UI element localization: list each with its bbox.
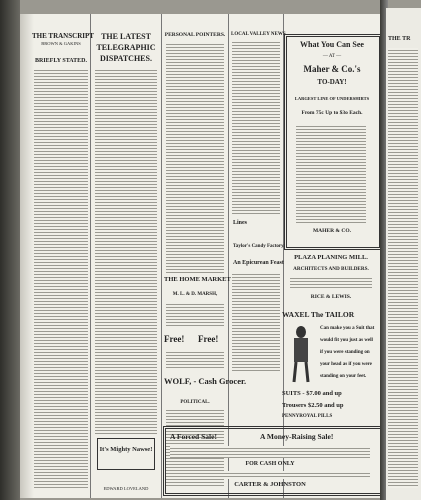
maher-at: — AT — <box>322 54 342 59</box>
column-2 <box>91 14 162 498</box>
figure-illustration <box>286 324 316 384</box>
maher-headline: What You Can See <box>300 40 364 49</box>
dispatch-title-1: THE LATEST <box>101 32 151 41</box>
waxel-line-3: if you were standing on <box>320 350 370 355</box>
body-text <box>95 68 157 436</box>
newspaper-page <box>20 14 382 498</box>
page-edge-shadow <box>0 0 20 500</box>
home-market-owner: M. L. & D. MARSH, <box>172 292 218 297</box>
personal-heading: PERSONAL POINTERS. <box>164 32 226 38</box>
mighty-headline: It's Mighty Nawse! <box>99 446 153 453</box>
waxel-headline: WAXEL The TAILOR <box>282 310 355 319</box>
home-market-title: THE HOME MARKET <box>164 276 231 283</box>
wolf-grocer: WOLF, - Cash Grocer. <box>164 376 247 386</box>
money-raising-sale: A Money-Raising Sale! <box>260 432 334 441</box>
waxel-trousers: Trousers $2.50 and up <box>282 402 344 409</box>
masthead-publisher: BROWN & GAKINS <box>41 41 81 46</box>
mighty-name: EDWARD LOVELAND <box>103 486 149 491</box>
maher-undershirts: LARGEST LINE OF UNDERSHIRTS <box>294 96 370 101</box>
waxel-line-4: your head as if you were <box>320 362 372 367</box>
waxel-line-5: standing on your feet. <box>320 374 367 379</box>
plaza-headline: PLAZA PLANING MILL. <box>294 254 368 261</box>
body-text <box>166 350 224 370</box>
maher-today: TO-DAY! <box>317 78 347 86</box>
mighty-box <box>97 438 155 470</box>
maher-footer: MAHER & CO. <box>312 228 352 234</box>
cash-only: FOR CASH ONLY <box>245 461 295 467</box>
pennyroyal-pills: PENNYROYAL PILLS <box>282 414 333 419</box>
plaza-builders: ARCHITECTS AND BUILDERS. <box>293 266 369 272</box>
free-label-2: Free! <box>198 334 219 344</box>
body-text <box>232 40 280 216</box>
body-text <box>170 471 370 479</box>
waxel-line-2: would fit you just as well <box>320 338 373 343</box>
body-text <box>170 446 370 458</box>
sale-footer: CARTER & JOHNSTON <box>234 481 306 488</box>
body-text <box>388 48 418 488</box>
facing-masthead: THE TR <box>388 36 411 42</box>
local-news-heading: LOCAL VALLEY NEWS. <box>231 32 287 37</box>
epicurean-feast: An Epicurean Feast <box>233 260 284 266</box>
dispatch-title-3: DISPATCHES. <box>100 54 152 63</box>
facing-page <box>386 8 421 500</box>
plaza-footer: RICE & LEWIS. <box>310 294 352 300</box>
maher-name: Maher & Co.'s <box>303 64 361 74</box>
column-1 <box>20 14 94 498</box>
waxel-suits: SUITS - $7.00 and up <box>282 390 342 397</box>
body-text <box>296 124 366 224</box>
taylor-lines: Lines <box>233 220 248 226</box>
taylor-factory: Taylor's Candy Factory. <box>233 244 285 249</box>
forced-sale: A Forced Sale! <box>170 432 217 441</box>
maher-price: From 75c Up to $3o Each. <box>301 110 363 116</box>
body-text <box>232 272 280 372</box>
body-text <box>34 68 88 488</box>
body-text <box>166 302 224 328</box>
masthead-title: THE TRANSCRIPT <box>32 32 94 40</box>
body-text <box>290 276 372 290</box>
body-text <box>166 42 224 274</box>
dispatch-title-2: TELEGRAPHIC <box>96 43 156 52</box>
free-label-1: Free! <box>164 334 185 344</box>
waxel-line-1: Can make you a Suit that <box>320 326 375 331</box>
column-heading: BRIEFLY STATED. <box>34 58 88 64</box>
political-heading: POLITICAL. <box>180 400 210 405</box>
